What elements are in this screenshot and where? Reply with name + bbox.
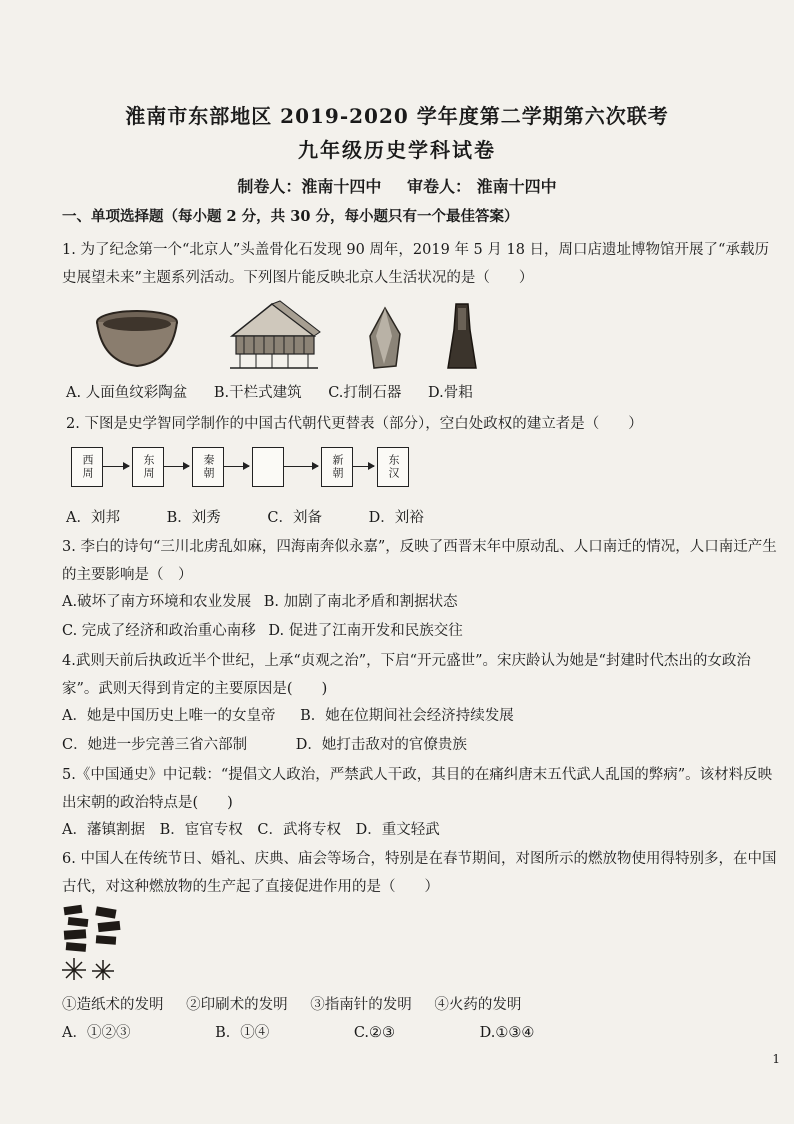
q6-option-d[interactable]: D.①③④ xyxy=(479,1025,535,1041)
flow-arrow xyxy=(224,466,249,467)
question-2-options xyxy=(66,506,424,527)
exam-title: 淮南市东部地区 2019-2020 学年度第二学期第六次联考 xyxy=(125,104,669,128)
q1-option-b[interactable]: B.干栏式建筑 xyxy=(213,385,302,401)
q6-option-a[interactable]: A．①②③ xyxy=(62,1025,131,1041)
dynasty-box-3: 秦朝 xyxy=(192,447,224,487)
q5-option-b[interactable]: B．宦官专权 xyxy=(159,822,243,838)
flow-arrow xyxy=(353,466,374,467)
question-4-options-row2 xyxy=(62,733,467,754)
question-1-options xyxy=(66,381,473,402)
flow-arrow xyxy=(284,466,318,467)
q3-option-d[interactable]: D. 促进了江南开发和民族交往 xyxy=(268,623,463,639)
q2-option-a[interactable]: A．刘邦 xyxy=(66,510,120,526)
flow-arrow xyxy=(103,466,129,467)
q6-item-4: ④火药的发明 xyxy=(434,997,522,1013)
q6-item-2: ②印刷术的发明 xyxy=(186,997,288,1013)
pottery-bowl-image xyxy=(92,300,182,372)
question-6-text: 6. 中国人在传统节日、婚礼、庆典、庙会等场合，特别是在春节期间，对图所示的燃放物使用得特别多，在中国古代，对这种燃放物的生产起了直接促进作用的是（ ） xyxy=(62,851,777,895)
dynasty-box-1: 西周 xyxy=(71,447,103,487)
stilt-house-image xyxy=(222,298,324,374)
question-2-text: 2. 下图是史学智同学制作的中国古代朝代更替表（部分），空白处政权的建立者是（ ） xyxy=(66,416,643,432)
page-number: 1 xyxy=(772,1052,780,1066)
q1-option-d[interactable]: D.骨耜 xyxy=(427,385,473,401)
question-1-text: 1. 为了纪念第一个“北京人”头盖骨化石发现 90 周年，2019 年 5 月 18 日，周口店遗址博物馆开展了“承载历史展望未来”主题系列活动。下列图片能反映北京人生活状况的是（ ） xyxy=(62,242,769,286)
question-6-items xyxy=(62,993,521,1014)
dynasty-box-6: 东汉 xyxy=(377,447,409,487)
q6-option-b[interactable]: B．①④ xyxy=(215,1025,270,1041)
question-5-text: 5.《中国通史》中记载：“提倡文人政治，严禁武人干政，其目的在痛纠唐末五代武人乱国的弊病”。该材料反映出宋朝的政治特点是( ) xyxy=(62,767,773,811)
q1-option-c[interactable]: C.打制石器 xyxy=(328,385,402,401)
q3-option-a[interactable]: A.破坏了南方环境和农业发展 xyxy=(62,594,252,610)
q6-item-1: ①造纸术的发明 xyxy=(62,997,164,1013)
dynasty-box-5: 新朝 xyxy=(321,447,353,487)
q5-option-d[interactable]: D．重文轻武 xyxy=(355,822,440,838)
q2-option-c[interactable]: C．刘备 xyxy=(267,510,322,526)
q4-option-c[interactable]: C．她进一步完善三省六部制 xyxy=(62,737,248,753)
q4-option-a[interactable]: A．她是中国历史上唯一的女皇帝 xyxy=(62,708,276,724)
question-3-options-row2 xyxy=(62,619,463,640)
dynasty-box-blank xyxy=(252,447,284,487)
q2-option-d[interactable]: D．刘裕 xyxy=(368,510,424,526)
q3-option-c[interactable]: C. 完成了经济和政治重心南移 xyxy=(62,623,256,639)
question-6-options xyxy=(62,1021,534,1042)
question-3-text: 3. 李白的诗句“三川北虏乱如麻，四海南奔似永嘉”，反映了西晋末年中原动乱、人口南迁的情况，人口南迁产生的主要影响是（ ） xyxy=(62,539,777,583)
q5-option-a[interactable]: A．藩镇割据 xyxy=(62,822,145,838)
question-4-text: 4.武则天前后执政近半个世纪，上承“贞观之治”，下启“开元盛世”。宋庆龄认为她是“封建时代杰出的女政治家”。武则天得到肯定的主要原因是( ) xyxy=(62,653,751,697)
dynasty-box-2: 东周 xyxy=(132,447,164,487)
section-heading: 一、单项选择题（每小题 2 分，共 30 分，每小题只有一个最佳答案） xyxy=(62,208,519,225)
flow-arrow xyxy=(164,466,189,467)
chipped-stone-tool-image xyxy=(366,306,404,372)
q4-option-d[interactable]: D．她打击敌对的官僚贵族 xyxy=(295,737,467,753)
question-3-options-row1 xyxy=(62,590,458,611)
q2-option-b[interactable]: B．刘秀 xyxy=(166,510,221,526)
q1-option-a[interactable]: A. 人面鱼纹彩陶盆 xyxy=(66,385,188,401)
q4-option-b[interactable]: B．她在位期间社会经济持续发展 xyxy=(300,708,514,724)
q3-option-b[interactable]: B. 加剧了南北矛盾和割据状态 xyxy=(263,594,458,610)
q5-option-c[interactable]: C．武将专权 xyxy=(257,822,341,838)
exam-subtitle: 九年级历史学科试卷 xyxy=(298,138,496,162)
bone-spade-image xyxy=(444,300,480,374)
reviewer: 审卷人： 淮南十四中 xyxy=(407,177,557,196)
q6-item-3: ③指南针的发明 xyxy=(310,997,412,1013)
q6-option-c[interactable]: C.②③ xyxy=(353,1025,396,1041)
makers-line xyxy=(0,174,794,197)
question-4-options-row1 xyxy=(62,704,514,725)
firecracker-image xyxy=(60,900,130,982)
question-5-options xyxy=(62,818,440,839)
maker: 制卷人：淮南十四中 xyxy=(237,177,382,196)
